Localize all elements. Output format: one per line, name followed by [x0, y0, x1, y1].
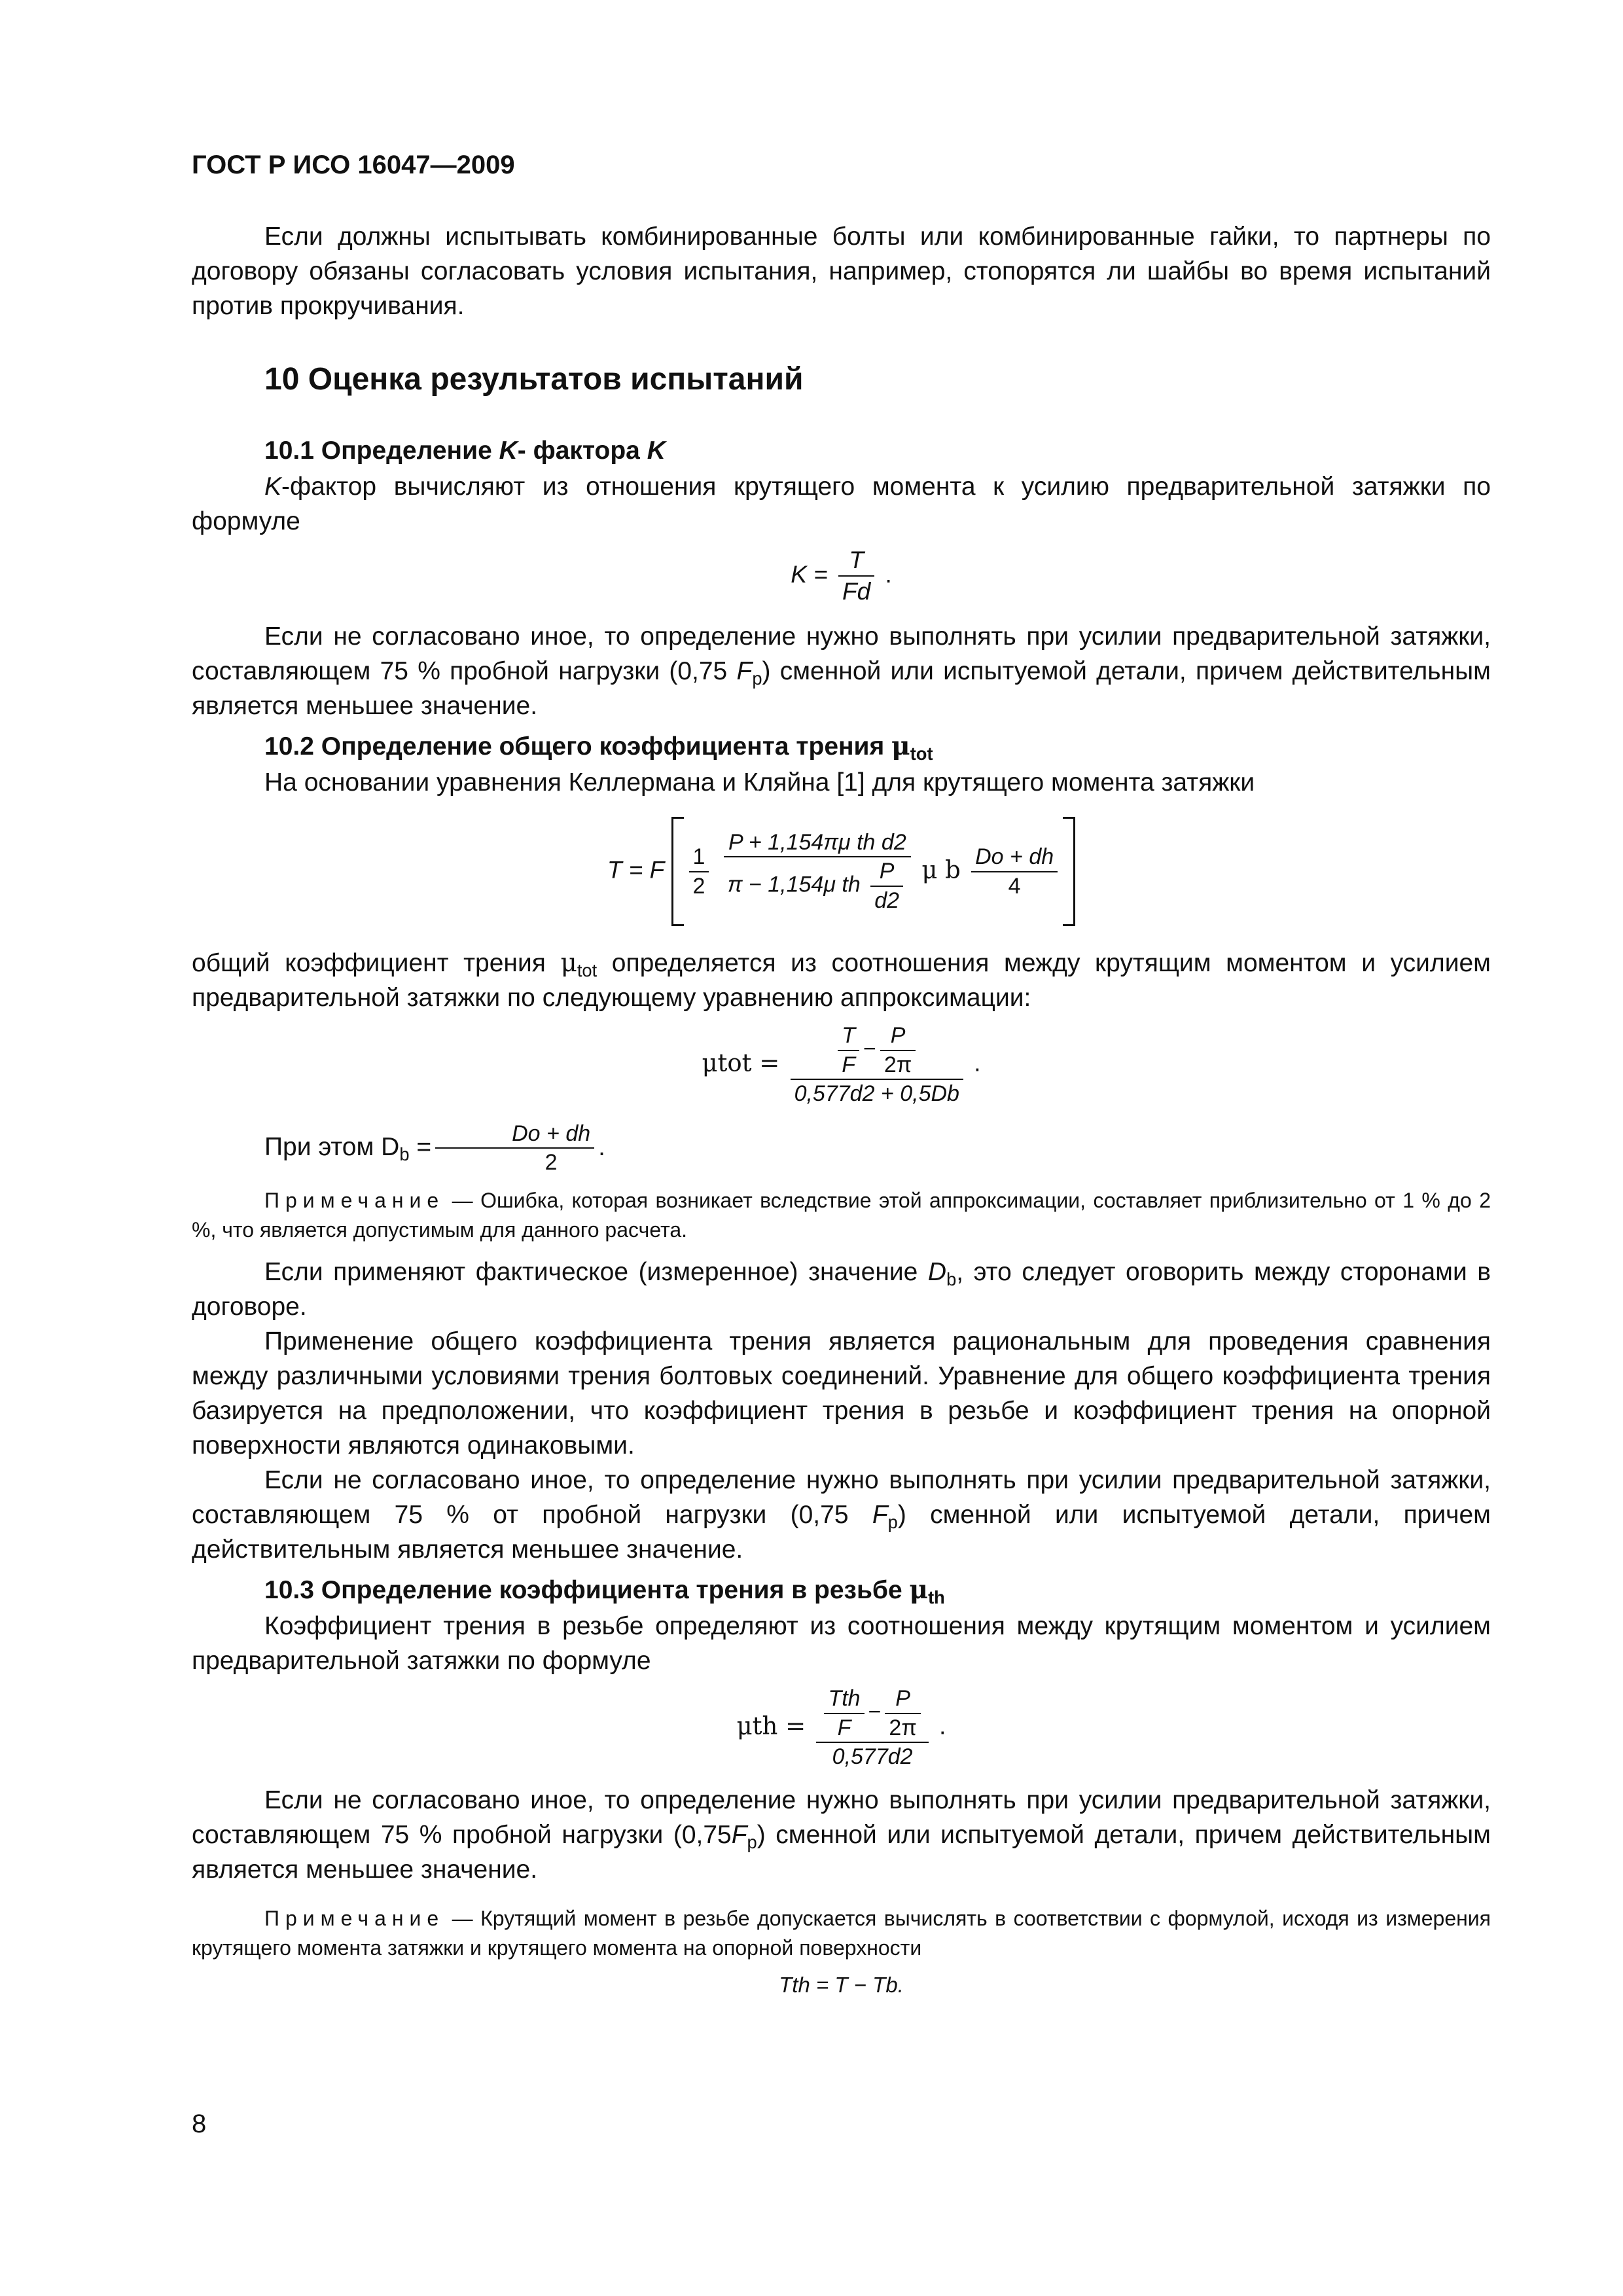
mu-th-condition-paragraph: Если не согласовано иное, то определение нужно выполнять при усилии предварительной затяжки, составляющем 75 % пробной нагрузки $(0,75F_p)$ сменной или испытуемой детали, причем действительным является меньшее значение.	[192, 1785, 1491, 1884]
section-title: 10 Оценка результатов испытаний	[264, 362, 804, 397]
mu-tot-condition-paragraph: Если не согласовано иное, то определение нужно выполнять при усилии предварительной затяжки, составляющем 75 % от пробной нагрузки (0,75 $F_p$) сменной или испытуемой детали, причем действительным является меньшее значение.	[192, 1465, 1491, 1564]
k-condition-paragraph: Если не согласовано иное, то определение нужно выполнять при усилии предварительной затяжки, составляющем 75 % пробной нагрузки (0,75 $F_p$) сменной или испытуемой детали, причем действительным является меньшее значение.	[192, 622, 1491, 720]
page-number: 8	[192, 2109, 207, 2138]
subsection-10-1-title: 10.1 Определение K- фактора K	[264, 437, 666, 465]
mu-tot-paragraph: общий коэффициент трения $\mu_{tot}$ определяется из соотношения между крутящим моментом и усилием предварительной затяжки по следующему уравнению аппроксимации:	[192, 948, 1491, 1013]
document-page	[192, 151, 1491, 2009]
formula-mu-tot: μtot = $\frac{T}{F}$ − $\frac{P}{2\pi}$ 0,577d2 + 0,5Db .	[702, 1023, 981, 1107]
subsection-10-3-title: 10.3 Определение коэффициента трения в резьбе $\mu_{th}$	[264, 1575, 945, 1608]
kellermann-paragraph: На основании уравнения Келлермана и Кляйна [1] для крутящего момента затяжки	[264, 768, 1255, 797]
rationale-paragraph: Применение общего коэффициента трения является рациональным для проведения сравнения между различными условиями трения болтовых соединений. Уравнение для общего коэффициента трения базируется на предположении, что коэффициент трения в резьбе и коэффициент трения на опорной поверхности являются одинаковыми.	[192, 1327, 1491, 1460]
subsection-10-2-title: 10.2 Определение общего коэффициента трения $\mu_{tot}$	[264, 730, 933, 764]
document-header: ГОСТ Р ИСО 16047—2009	[192, 151, 515, 179]
formula-mu-th: μth = $\frac{\text{Tth}}{F}$ − $\frac{P}{2\pi}$ 0,577d2 .	[736, 1686, 946, 1770]
formula-tth: Tth = T − Tb.	[779, 1972, 904, 1997]
thread-friction-paragraph: Коэффициент трения в резьбе определяют из соотношения между крутящим моментом и усилием предварительной затяжки по формуле	[192, 1612, 1491, 1676]
formula-torque: T = F $\frac{1}{2}$ P + 1,154πμ th d2 π − 1,154μ th $\frac{P}{d2}$ μ b $\frac{Do + dh}{4}$	[192, 817, 1491, 927]
intro-paragraph: Если должны испытывать комбинированные болты или комбинированные гайки, то партнеры по договору обязаны согласовать условия испытания, например, стопорятся ли шайбы во время испытаний против прокручивания.	[192, 223, 1491, 321]
note-thread-torque: Примечание — Крутящий момент в резьбе допускается вычислять в соответствии с формулой, исходя из измерения крутящего момента затяжки и крутящего момента на опорной поверхности	[192, 1906, 1491, 1960]
db-actual-paragraph: Если применяют фактическое (измеренное) значение $D_b$, это следует оговорить между сторонами в договоре.	[192, 1257, 1491, 1321]
db-definition: При этом $D_b$ = $\frac{Do + dh}{2}$ .	[264, 1121, 605, 1175]
note-approximation: Примечание — Ошибка, которая возникает вследствие этой аппроксимации, составляет приблизительно от 1 % до 2 %, что является допустимым для данного расчета.	[192, 1188, 1491, 1242]
k-factor-paragraph: K-фактор вычисляют из отношения крутящего момента к усилию предварительной затяжки по формуле	[192, 473, 1491, 536]
formula-k: K = $\frac{T}{Fd}$ .	[791, 547, 892, 605]
